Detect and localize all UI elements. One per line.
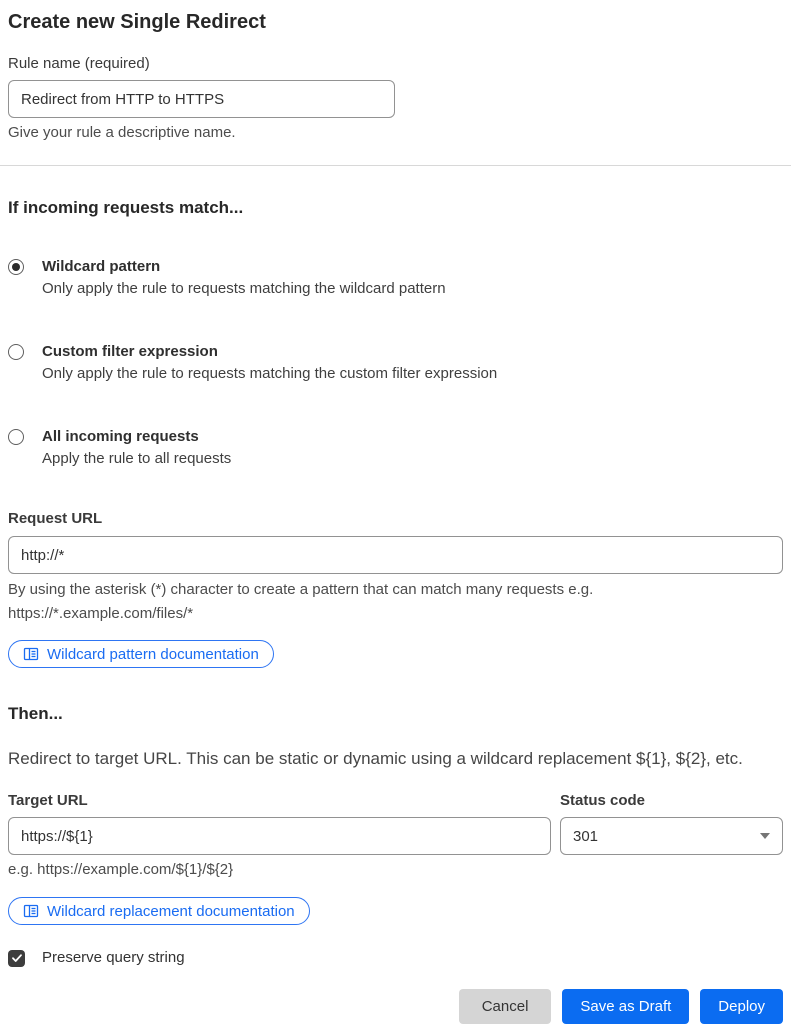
target-url-input[interactable] — [8, 817, 551, 855]
preserve-query-string-checkbox-row[interactable] — [8, 947, 783, 969]
rule-name-help: Give your rule a descriptive name. — [8, 124, 236, 141]
form-footer — [8, 989, 783, 1033]
checkbox-checked-icon[interactable] — [8, 950, 25, 967]
deploy-button[interactable]: Deploy — [700, 989, 783, 1024]
match-type-radio-group — [8, 256, 783, 469]
wildcard-pattern-documentation-button[interactable] — [8, 640, 274, 668]
doc-button-label: Wildcard replacement documentation — [47, 902, 295, 920]
radio-description: Only apply the rule to requests matching the custom filter expression — [42, 365, 498, 382]
radio-label: Wildcard pattern — [42, 258, 161, 275]
preserve-query-string-label: Preserve query string — [42, 949, 185, 966]
radio-label: Custom filter expression — [42, 343, 218, 360]
radio-option-custom-filter-expression[interactable] — [8, 341, 783, 384]
wildcard-replacement-documentation-button[interactable] — [8, 897, 310, 925]
status-code-select[interactable] — [560, 817, 783, 855]
radio-label: All incoming requests — [42, 428, 199, 445]
radio-button-icon[interactable] — [8, 259, 24, 275]
target-url-help: e.g. https://example.com/${1}/${2} — [8, 861, 234, 878]
radio-button-icon[interactable] — [8, 429, 24, 445]
radio-description: Apply the rule to all requests — [42, 450, 232, 467]
request-url-input[interactable] — [8, 536, 783, 574]
request-url-help-line2: https://*.example.com/files/* — [8, 605, 194, 622]
page-title: Create new Single Redirect — [8, 11, 266, 33]
request-url-help — [8, 578, 783, 626]
request-url-label: Request URL — [8, 510, 103, 527]
request-url-help-line1: By using the asterisk (*) character to create a pattern that can match many requests e.g. — [8, 581, 594, 598]
status-code-label: Status code — [560, 792, 646, 809]
then-section-description: Redirect to target URL. This can be static or dynamic using a wildcard replacement ${1}, ${2}, etc. — [8, 749, 743, 768]
target-url-label: Target URL — [8, 792, 88, 809]
then-section-heading: Then... — [8, 704, 63, 723]
radio-option-all-incoming-requests[interactable] — [8, 426, 783, 469]
rule-name-label: Rule name (required) — [8, 55, 150, 72]
status-code-value: 301 — [573, 827, 599, 845]
doc-button-label: Wildcard pattern documentation — [47, 645, 259, 663]
book-icon — [23, 646, 39, 662]
radio-option-wildcard-pattern[interactable] — [8, 256, 783, 299]
book-icon — [23, 903, 39, 919]
chevron-down-icon — [760, 833, 770, 839]
section-divider — [0, 165, 791, 166]
save-as-draft-button[interactable]: Save as Draft — [562, 989, 689, 1024]
radio-button-icon[interactable] — [8, 344, 24, 360]
rule-name-input[interactable] — [8, 80, 395, 118]
match-section-heading: If incoming requests match... — [8, 198, 244, 217]
radio-description: Only apply the rule to requests matching the wildcard pattern — [42, 280, 446, 297]
cancel-button[interactable]: Cancel — [459, 989, 552, 1024]
